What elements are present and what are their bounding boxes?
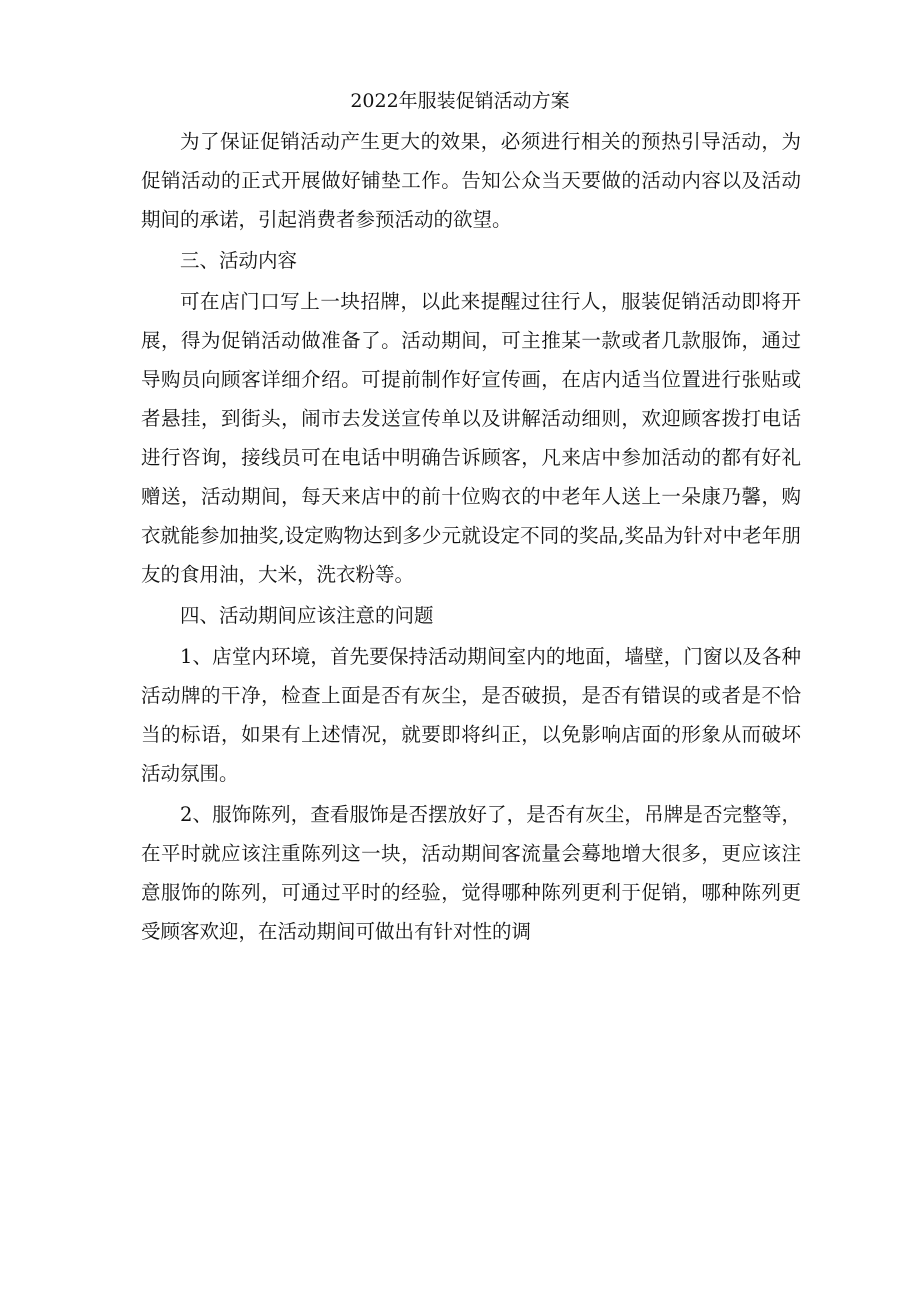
paragraph-intro: 为了保证促销活动产生更大的效果，必须进行相关的预热引导活动，为促销活动的正式开展做好铺垫工作。告知公众当天要做的活动内容以及活动期间的承诺，引起消费者参预活动的欲望。 (141, 130, 801, 231)
document-body (141, 122, 801, 951)
paragraph-clothing-display: 2、服饰陈列，查看服饰是否摆放好了，是否有灰尘，吊牌是否完整等，在平时就应该注重陈列这一块，活动期间客流量会蓦地增大很多，更应该注意服饰的陈列，可通过平时的经验，觉得哪种陈列更利于促销，哪种陈列更受顾客欢迎，在活动期间可做出有针对性的调 (141, 803, 801, 943)
paragraph-activity-content: 可在店门口写上一块招牌，以此来提醒过往行人，服装促销活动即将开展，得为促销活动做准备了。活动期间，可主推某一款或者几款服饰，通过导购员向顾客详细介绍。可提前制作好宣传画，在店内适当位置进行张贴或者悬挂，到街头，闹市去发送宣传单以及讲解活动细则，欢迎顾客拨打电话进行咨询，接线员可在电话中明确告诉顾客，凡来店中参加活动的都有好礼赠送，活动期间，每天来店中的前十位购衣的中老年人送上一朵康乃馨，购衣就能参加抽奖,设定购物达到多少元就设定不同的奖品,奖品为针对中老年朋友的食用油，大米，洗衣粉等。 (141, 290, 801, 586)
section-heading-notes: 四、活动期间应该注意的问题 (180, 604, 434, 627)
section-heading-activity-content: 三、活动内容 (180, 249, 298, 272)
paragraph-store-environment: 1、店堂内环境，首先要保持活动期间室内的地面，墙壁，门窗以及各种活动牌的干净，检查上面是否有灰尘，是否破损，是否有错误的或者是不恰当的标语，如果有上述情况，就要即将纠正，以免影响店面的形象从而破坏活动氛围。 (141, 645, 801, 785)
document-title: 2022年服装促销活动方案 (350, 90, 570, 112)
